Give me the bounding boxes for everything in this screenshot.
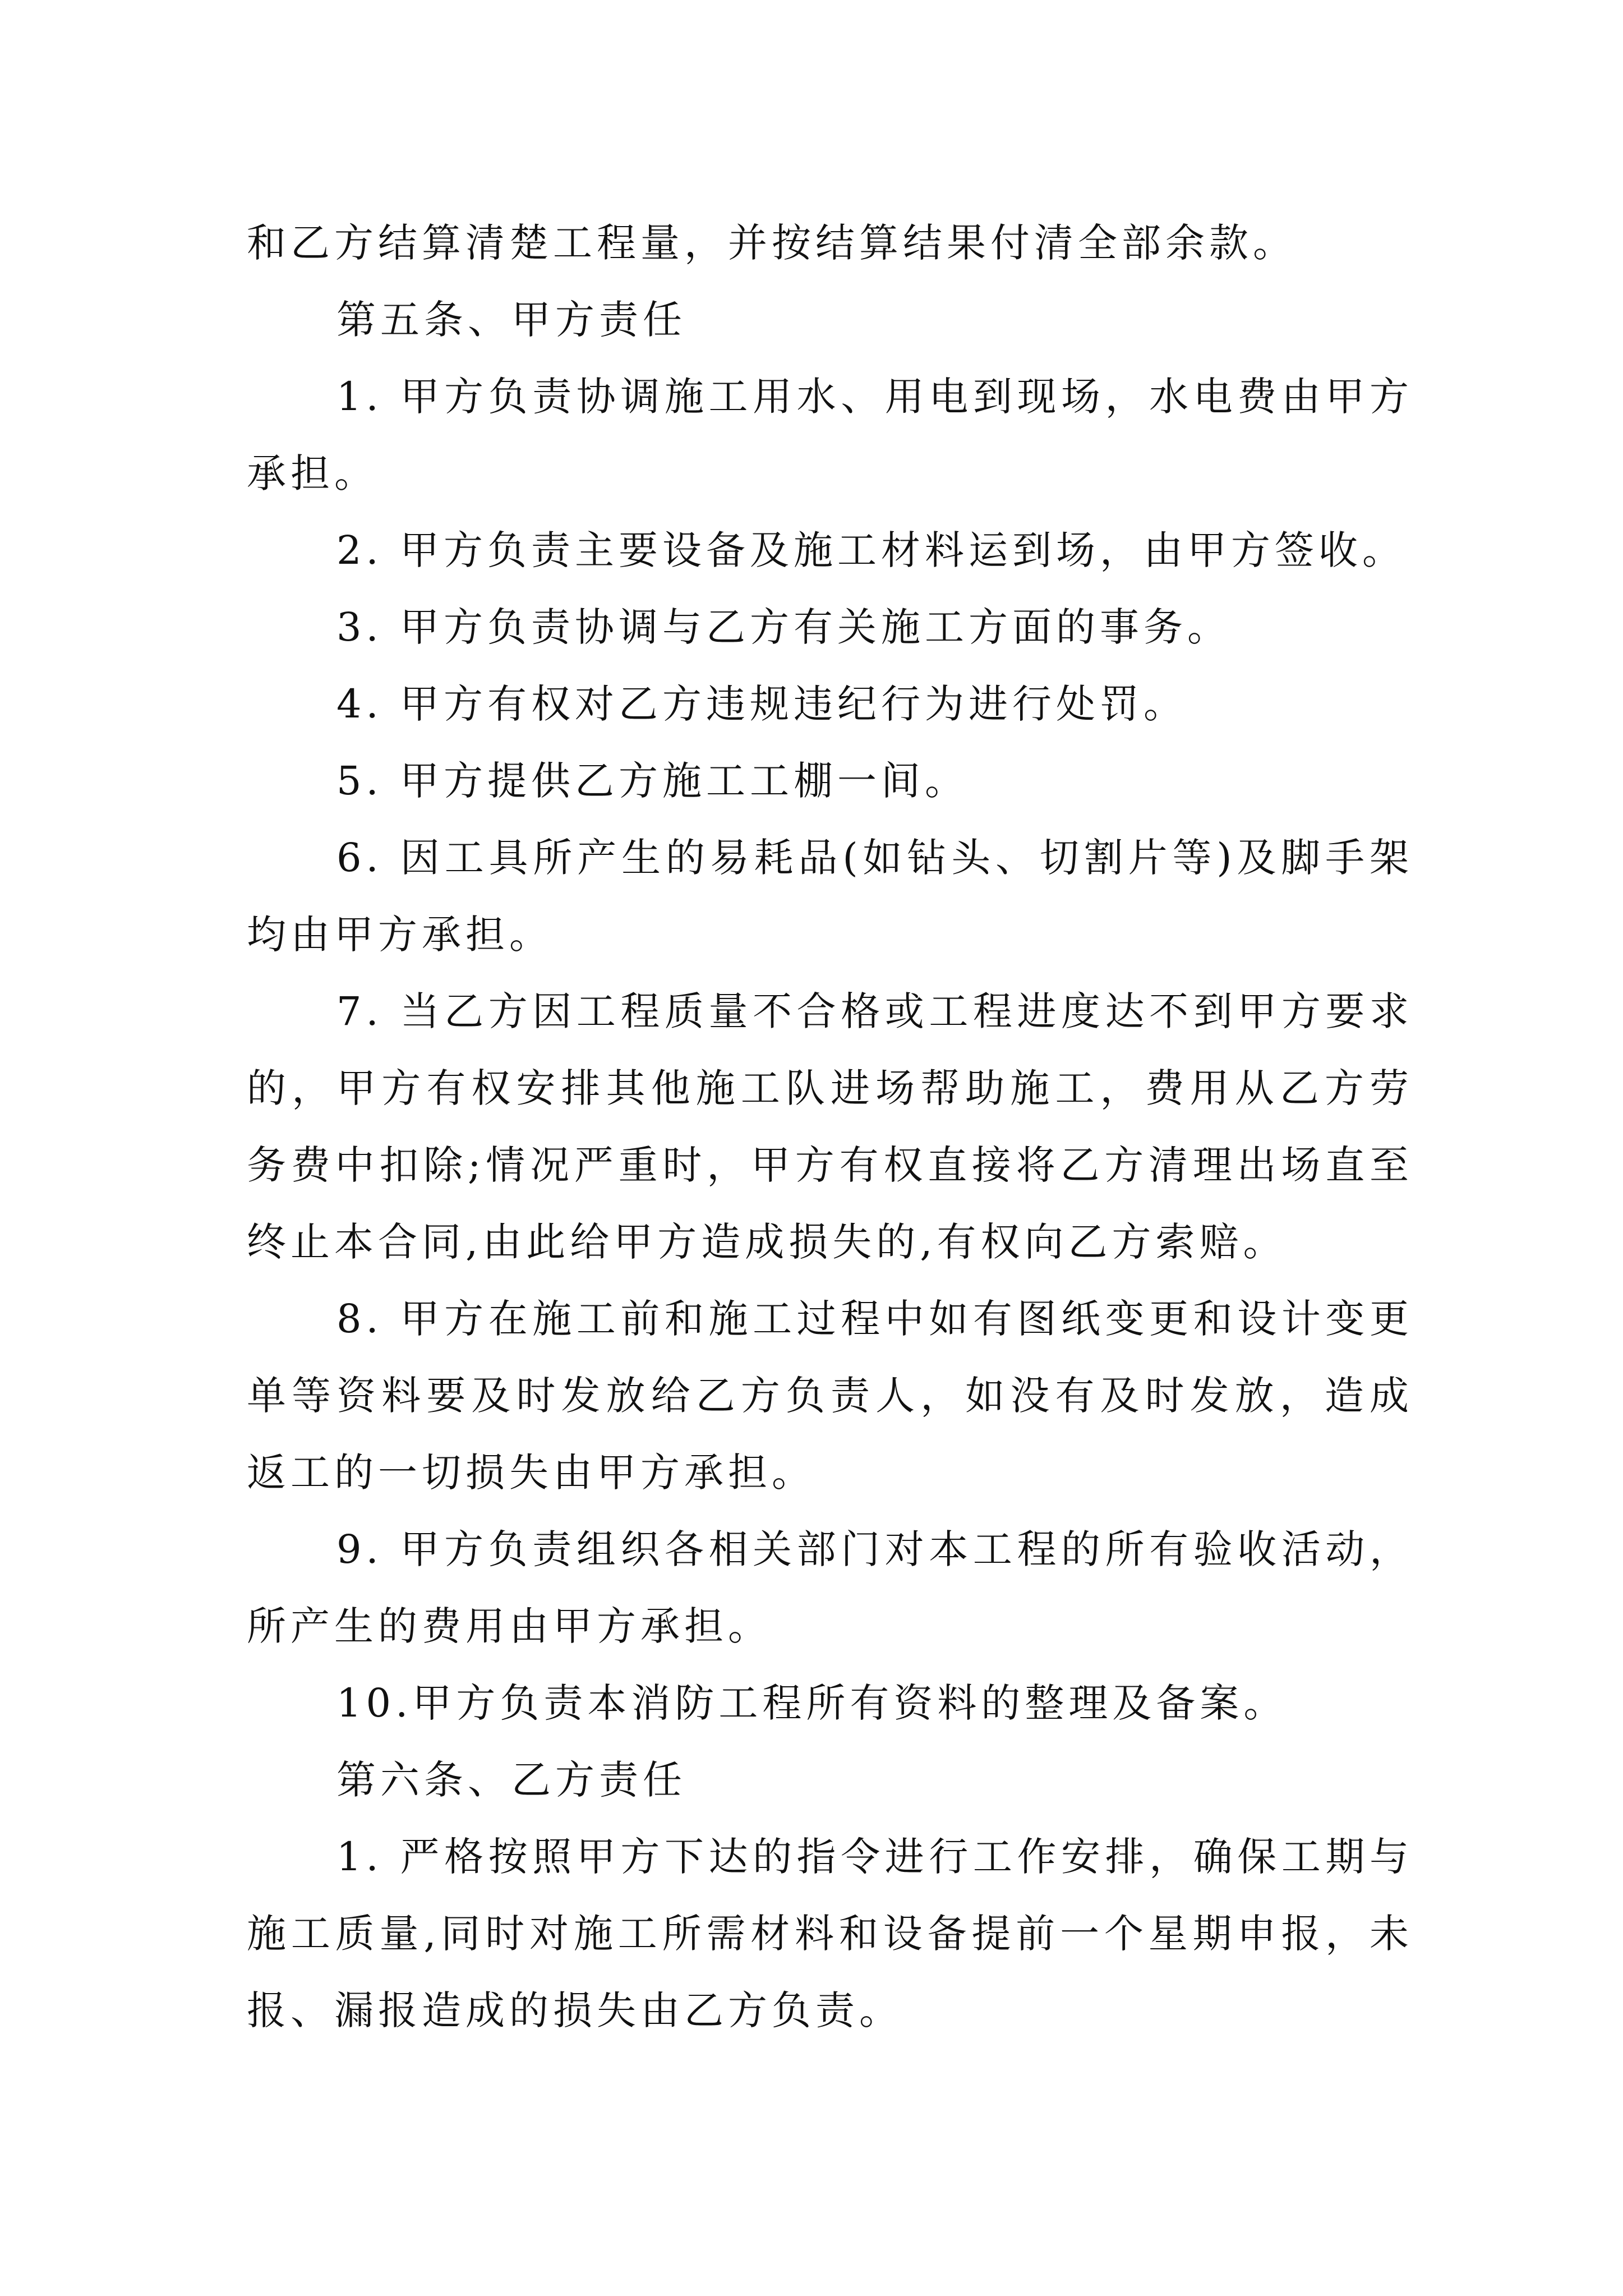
clause-6-1: 1. 严格按照甲方下达的指令进行工作安排，确保工期与施工质量,同时对施工所需材料和设备提前一个星期申报，未报、漏报造成的损失由乙方负责。: [247, 1834, 1413, 2033]
clause-5-10: 10.甲方负责本消防工程所有资料的整理及备案。: [336, 1680, 1288, 1726]
clause-5-3: 3. 甲方负责协调与乙方有关施工方面的事务。: [336, 604, 1232, 650]
clause-5-6: 6. 因工具所产生的易耗品(如钻头、切割片等)及脚手架均由甲方承担。: [247, 835, 1413, 958]
clause-5-8: 8. 甲方在施工前和施工过程中如有图纸变更和设计变更单等资料要及时发放给乙方负责人，如没有及时发放，造成返工的一切损失由甲方承担。: [247, 1296, 1413, 1496]
contract-body: [247, 205, 1413, 2049]
clause-5-2: 2. 甲方负责主要设备及施工材料运到场，由甲方签收。: [336, 527, 1407, 573]
clause-5-1: 1. 甲方负责协调施工用水、用电到现场，水电费由甲方承担。: [247, 374, 1413, 496]
clause-5-4: 4. 甲方有权对乙方违规违纪行为进行处罚。: [336, 681, 1188, 727]
section-heading-article-6: 第六条、乙方责任: [336, 1757, 686, 1803]
section-heading-article-5: 第五条、甲方责任: [336, 297, 686, 343]
clause-5-9: 9. 甲方负责组织各相关部门对本工程的所有验收活动，所产生的费用由甲方承担。: [247, 1526, 1413, 1649]
clause-5-7: 7. 当乙方因工程质量不合格或工程进度达不到甲方要求的，甲方有权安排其他施工队进场帮助施工，费用从乙方劳务费中扣除;情况严重时，甲方有权直接将乙方清理出场直至终止本合同,由此给甲方造成损失的,有权向乙方索赔。: [247, 988, 1413, 1265]
clause-5-5: 5. 甲方提供乙方施工工棚一间。: [336, 758, 969, 804]
paragraph-continuation: 和乙方结算清楚工程量，并按结算结果付清全部余款。: [247, 220, 1297, 266]
